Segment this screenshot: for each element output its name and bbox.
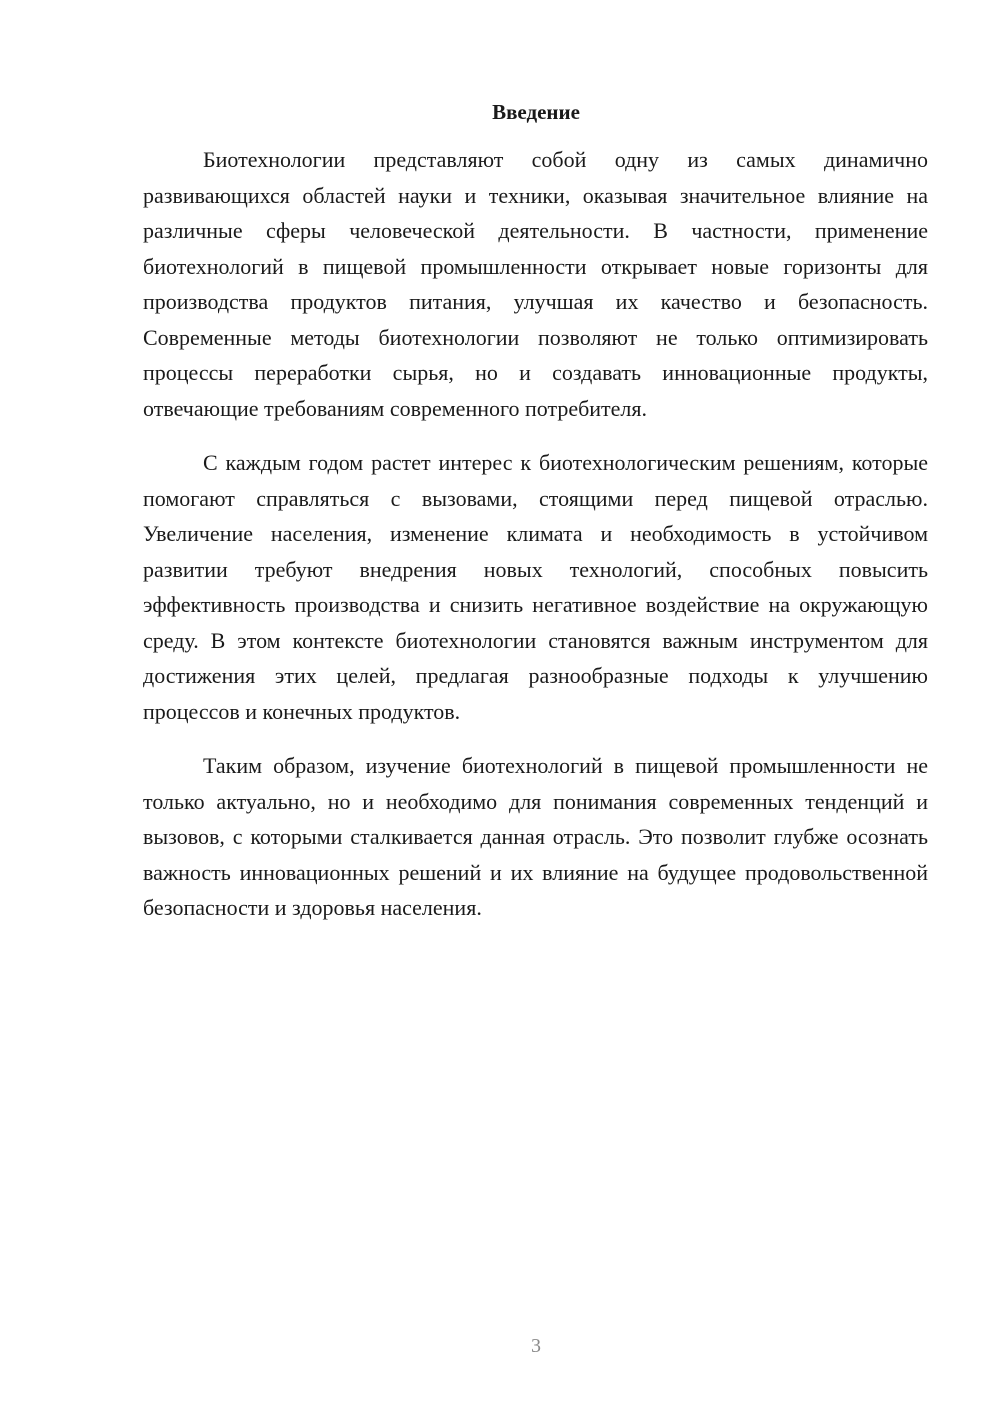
paragraph: Таким образом, изучение биотехнологий в пищевой промышленности не только актуально, но и необходимо для понимания современных тенденций и вызовов, с которыми сталкивается данная отрасль. Это позволит глубже осознать важность инновационных решений и их влияние на будущее продовольственной безопасности и здоровья населения. (143, 753, 928, 920)
document-body (143, 142, 928, 945)
paragraph: С каждым годом растет интерес к биотехнологическим решениям, которые помогают справляться с вызовами, стоящими перед пищевой отраслью. Увеличение населения, изменение климата и необходимость в устойчивом развитии требуют внедрения новых технологий, способных повысить эффективность производства и снизить негативное воздействие на окружающую среду. В этом контексте биотехнологии становятся важным инструментом для достижения этих целей, предлагая разнообразные подходы к улучшению процессов и конечных продуктов. (143, 450, 928, 724)
paragraph: Биотехнологии представляют собой одну из самых динамично развивающихся областей науки и техники, оказывая значительное влияние на различные сферы человеческой деятельности. В частности, применение биотехнологий в пищевой промышленности открывает новые горизонты для производства продуктов питания, улучшая их качество и безопасность. Современные методы биотехнологии позволяют не только оптимизировать процессы переработки сырья, но и создавать инновационные продукты, отвечающие требованиям современного потребителя. (143, 147, 928, 421)
page-title: Введение (492, 100, 580, 124)
page-number: 3 (531, 1335, 541, 1357)
